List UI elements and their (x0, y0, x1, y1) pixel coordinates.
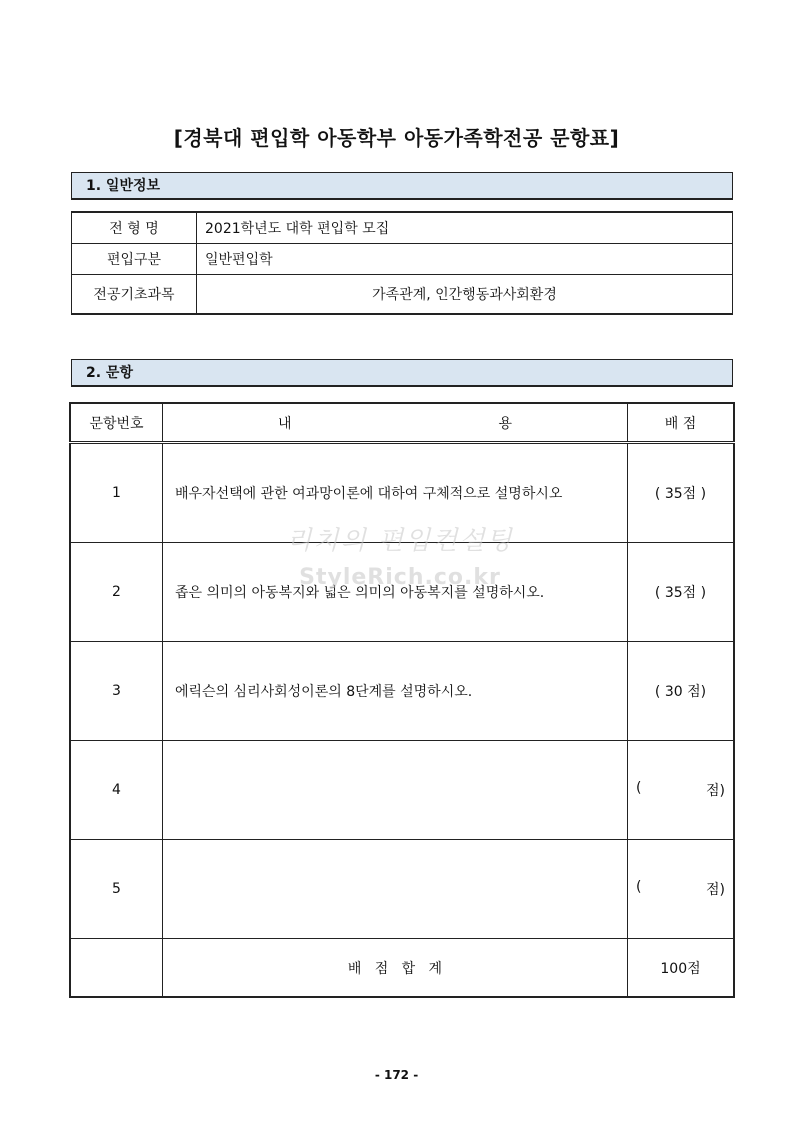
header-content (163, 403, 628, 443)
total-label: 배 점 합 계 (163, 939, 628, 998)
question-number: 5 (70, 840, 163, 939)
questions-table (69, 402, 735, 998)
watermark-line1: 리치의 편입컨설팅 (286, 526, 514, 556)
question-text (163, 840, 628, 939)
info-label: 전 형 명 (72, 212, 197, 243)
general-info-table (71, 211, 733, 315)
page-number: - 172 - (374, 1068, 419, 1082)
total-row (70, 939, 734, 998)
section-general-info-heading: 1. 일반정보 (71, 172, 733, 200)
section-questions-heading: 2. 문항 (71, 359, 733, 387)
score-open: ( (636, 879, 642, 895)
table-row (70, 543, 734, 642)
info-row-major-subjects (72, 274, 733, 314)
question-number: 1 (70, 443, 163, 543)
question-text: 배우자선택에 관한 여과망이론에 대하여 구체적으로 설명하시오 (163, 443, 628, 543)
question-number: 3 (70, 642, 163, 741)
question-score: ( 35점 ) (628, 543, 735, 642)
table-row (70, 443, 734, 543)
table-row (70, 840, 734, 939)
score-close: 점) (706, 783, 725, 799)
header-number: 문항번호 (70, 403, 163, 443)
question-text: 좁은 의미의 아동복지와 넓은 의미의 아동복지를 설명하시오. (163, 543, 628, 642)
score-close: 점) (706, 882, 725, 898)
table-header-row (70, 403, 734, 443)
info-value: 일반편입학 (197, 243, 733, 274)
question-score (628, 840, 735, 939)
table-row (70, 741, 734, 840)
score-open: ( (636, 780, 642, 796)
page-title: [경북대 편입학 아동학부 아동가족학전공 문항표] (173, 126, 620, 150)
question-score (628, 741, 735, 840)
question-score: ( 35점 ) (628, 443, 735, 543)
info-row-exam-name (72, 212, 733, 243)
info-value: 2021학년도 대학 편입학 모집 (197, 212, 733, 243)
header-score: 배 점 (628, 403, 735, 443)
watermark-line2: StyleRich.co.kr (299, 565, 501, 590)
header-content-left: 내 (278, 415, 292, 432)
info-label: 전공기초과목 (72, 274, 197, 314)
question-text: 에릭슨의 심리사회성이론의 8단계를 설명하시오. (163, 642, 628, 741)
total-score: 100점 (628, 939, 735, 998)
info-value: 가족관계, 인간행동과사회환경 (197, 274, 733, 314)
question-score: ( 30 점) (628, 642, 735, 741)
question-number: 4 (70, 741, 163, 840)
header-content-right: 용 (498, 415, 512, 432)
total-empty-cell (70, 939, 163, 998)
question-text (163, 741, 628, 840)
info-row-transfer-type (72, 243, 733, 274)
info-label: 편입구분 (72, 243, 197, 274)
question-number: 2 (70, 543, 163, 642)
table-row (70, 642, 734, 741)
